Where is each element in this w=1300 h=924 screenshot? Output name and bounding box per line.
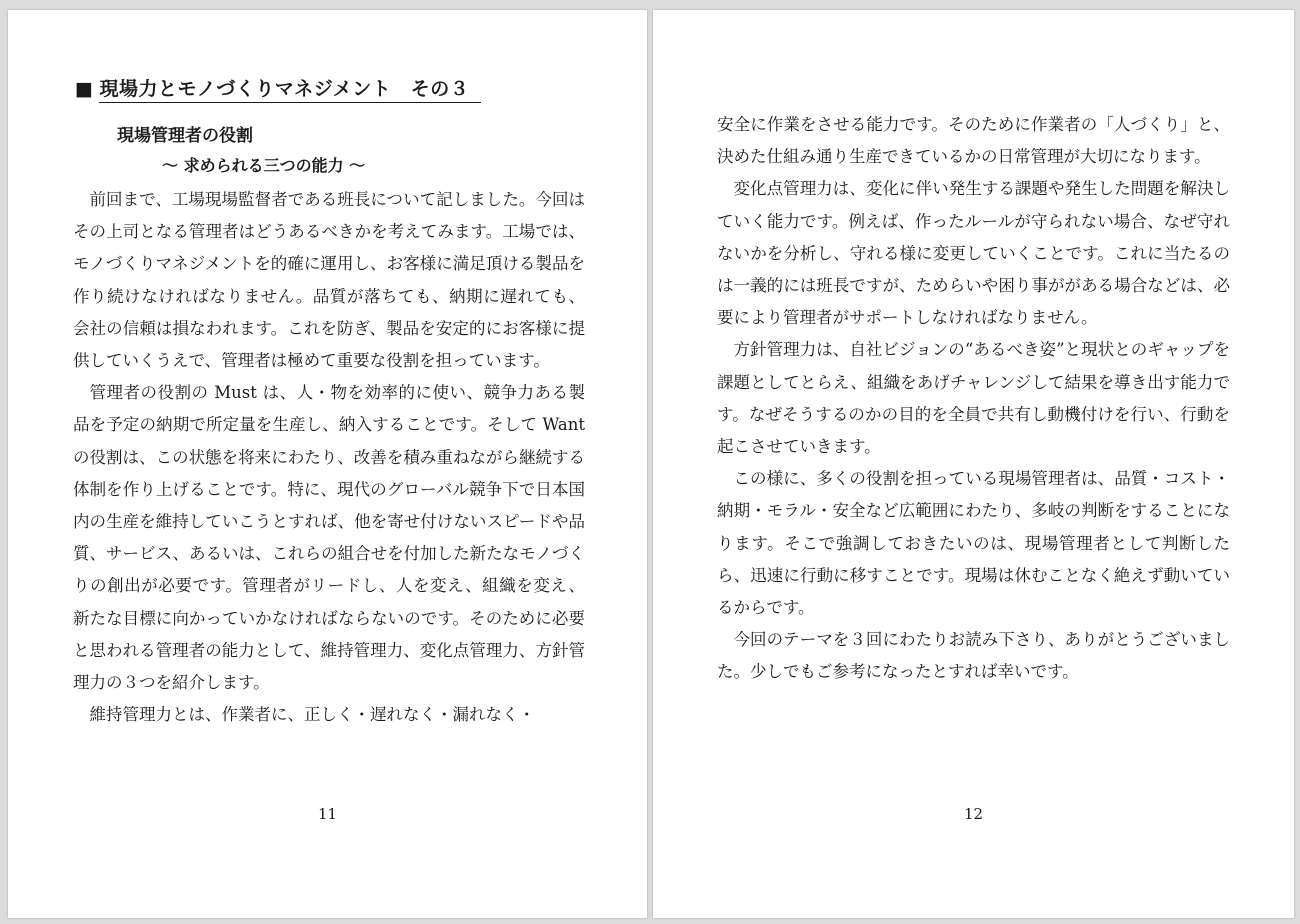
- heading-title: 現場力とモノづくりマネジメント その３: [99, 74, 481, 103]
- right-body-text: [717, 109, 1230, 689]
- left-body-text: [73, 184, 585, 731]
- paragraph: 変化点管理力は、変化に伴い発生する課題や発生した問題を解決していく能力です。例えば、作ったルールが守られない場合、なぜ守れないかを分析し、守れる様に変更していくことです。これに当たるのは一義的には班長ですが、ためらいや困り事ががある場合などは、必要により管理者がサポートしなければなりません。: [717, 179, 1230, 328]
- article-subheading: 現場管理者の役割: [117, 126, 253, 146]
- article-subtitle: ～ 求められる三つの能力 ～: [162, 156, 366, 175]
- paragraph: 方針管理力は、自社ビジョンの“あるべき姿”と現状とのギャップを課題としてとらえ、組織をあげチャレンジして結果を導き出す能力です。なぜそうするのかの目的を全員で共有し動機付けを行い、行動を起こさせていきます。: [717, 340, 1230, 457]
- article-heading: [75, 74, 481, 103]
- paragraph-continued: 安全に作業をさせる能力です。そのために作業者の「人づくり」と、決めた仕組み通り生産できているかの日常管理が大切になります。: [717, 115, 1230, 167]
- page-number: 11: [317, 805, 338, 823]
- paragraph: この様に、多くの役割を担っている現場管理者は、品質・コスト・納期・モラル・安全など広範囲にわたり、多岐の判断をすることになります。そこで強調しておきたいのは、現場管理者として判断したら、迅速に行動に移すことです。現場は休むことなく絶えず動いているからです。: [717, 469, 1230, 618]
- paragraph: 今回のテーマを３回にわたりお読み下さり、ありがとうございました。少しでもご参考になったとすれば幸いです。: [717, 630, 1230, 682]
- left-page: [8, 10, 647, 918]
- page-number: 12: [963, 805, 984, 823]
- paragraph: 管理者の役割の Must は、人・物を効率的に使い、競争力ある製品を予定の納期で所定量を生産し、納入することです。そして Want の役割は、この状態を将来にわたり、改善を積み重ねながら継続する体制を作り上げることです。特に、現代のグローバル競争下で日本国内の生産を維持していこうとすれば、他を寄せ付けないスピードや品質、サービス、あるいは、これらの組合せを付加した新たなモノづくりの創出が必要です。管理者がリードし、人を変え、組織を変え、新たな目標に向かっていかなければならないのです。そのために必要と思われる管理者の能力として、維持管理力、変化点管理力、方針管理力の３つを紹介します。: [73, 383, 585, 693]
- paragraph: 前回まで、工場現場監督者である班長について記しました。今回はその上司となる管理者はどうあるべきかを考えてみます。工場では、モノづくりマネジメントを的確に運用し、お客様に満足頂ける製品を作り続けなければなりません。品質が落ちても、納期に遅れても、会社の信頼は損なわれます。これを防ぎ、製品を安定的にお客様に提供していくうえで、管理者は極めて重要な役割を担っています。: [73, 190, 585, 371]
- square-bullet-icon: ■: [75, 78, 94, 100]
- paragraph: 維持管理力とは、作業者に、正しく・遅れなく・漏れなく・: [89, 705, 535, 725]
- right-page: [653, 10, 1294, 918]
